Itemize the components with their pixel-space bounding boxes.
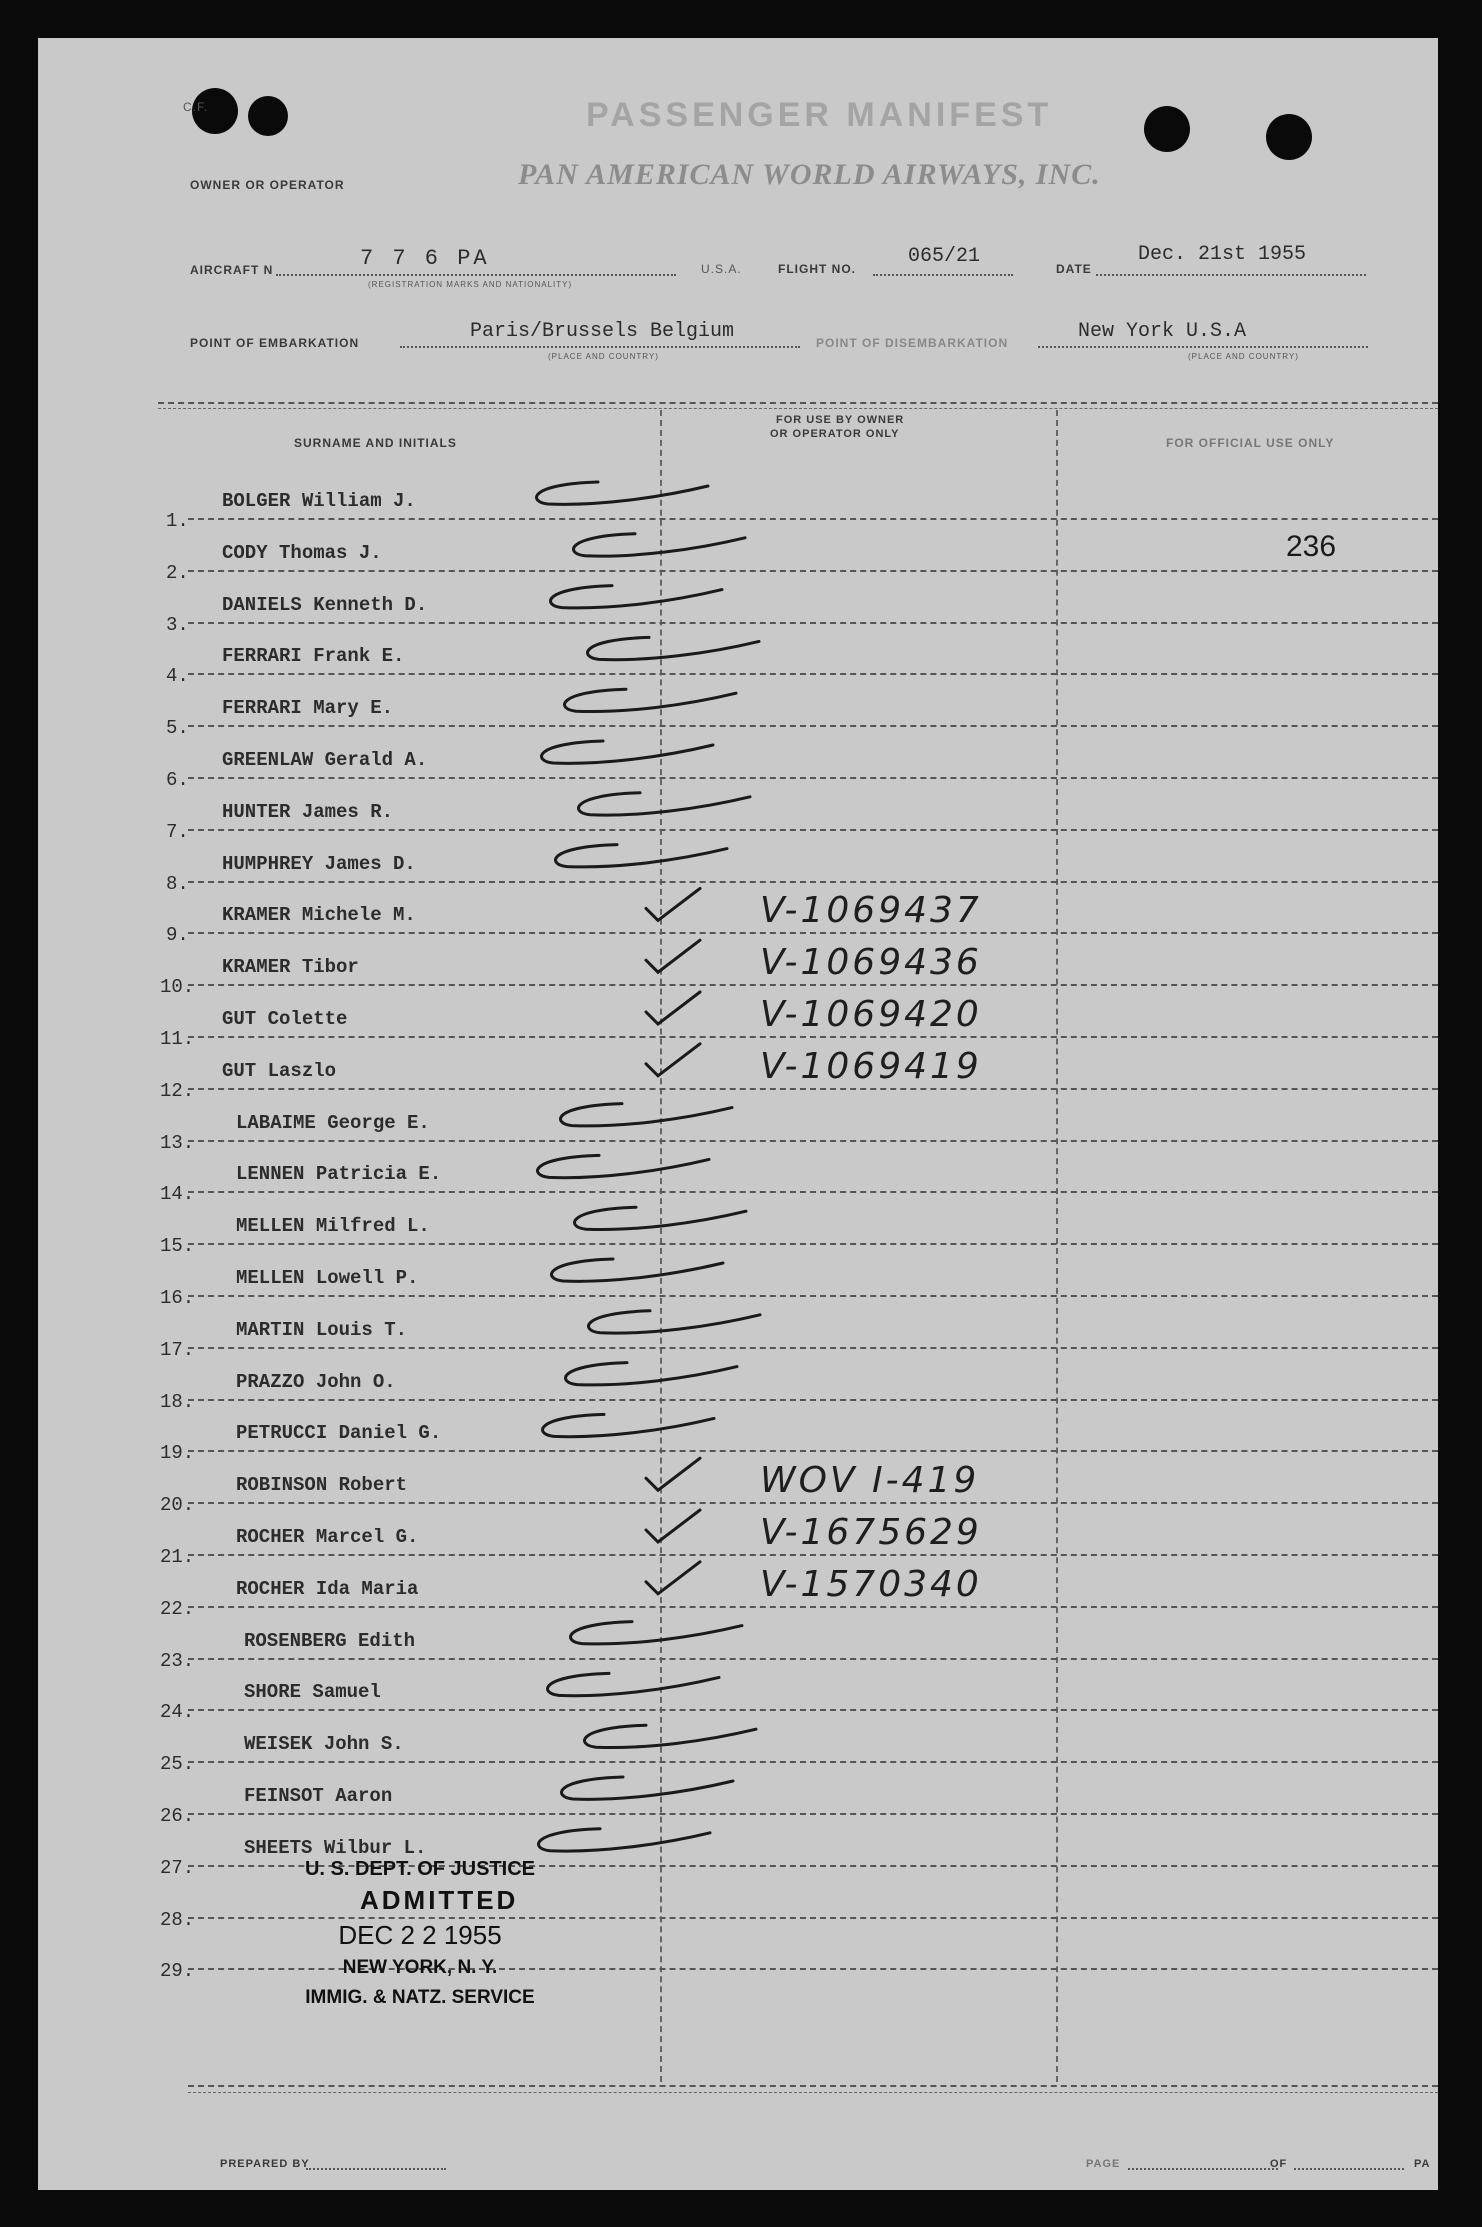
row-number: 16. bbox=[160, 1287, 195, 1309]
check-mark bbox=[538, 1829, 710, 1851]
check-mark bbox=[570, 1622, 742, 1644]
column-header-surname: SURNAME AND INITIALS bbox=[294, 436, 457, 450]
passenger-name: ROCHER Marcel G. bbox=[236, 1526, 419, 1548]
passenger-name: LABAIME George E. bbox=[236, 1112, 430, 1134]
check-mark bbox=[541, 741, 713, 763]
passenger-name: HUNTER James R. bbox=[222, 801, 394, 823]
visa-note: V-1069436 bbox=[760, 942, 982, 983]
row-number: 5. bbox=[166, 717, 189, 739]
disembark-value: New York U.S.A bbox=[1078, 320, 1247, 343]
passenger-name: CODY Thomas J. bbox=[222, 542, 382, 564]
passenger-name: BOLGER William J. bbox=[222, 490, 416, 512]
aircraft-value: 7 7 6 PA bbox=[360, 246, 490, 271]
row-number: 26. bbox=[160, 1805, 195, 1827]
passenger-name: PETRUCCI Daniel G. bbox=[236, 1422, 442, 1444]
stamp-line-4: NEW YORK, N. Y. bbox=[342, 1957, 498, 1978]
check-mark bbox=[584, 1725, 756, 1747]
row-number: 27. bbox=[160, 1857, 195, 1879]
check-mark bbox=[646, 1044, 700, 1076]
disembark-sub: (PLACE AND COUNTRY) bbox=[1188, 352, 1299, 361]
passenger-name: MELLEN Lowell P. bbox=[236, 1267, 419, 1289]
passenger-name: ROBINSON Robert bbox=[236, 1474, 408, 1496]
page-title: PASSENGER MANIFEST bbox=[586, 96, 1053, 134]
check-mark bbox=[551, 1259, 723, 1281]
check-mark bbox=[564, 689, 736, 711]
stamp-line-5: IMMIG. & NATZ. SERVICE bbox=[305, 1987, 535, 2008]
passenger-name: SHORE Samuel bbox=[244, 1681, 381, 1703]
row-number: 1. bbox=[166, 510, 189, 532]
column-header-owner-1: FOR USE BY OWNER bbox=[776, 414, 905, 426]
row-number: 15. bbox=[160, 1235, 195, 1257]
passenger-name: FERRARI Mary E. bbox=[222, 697, 394, 719]
passenger-name: SHEETS Wilbur L. bbox=[244, 1837, 427, 1859]
passenger-name: GUT Colette bbox=[222, 1008, 348, 1030]
immigration-stamp bbox=[270, 1858, 570, 2009]
check-mark bbox=[578, 793, 750, 815]
passenger-name: FEINSOT Aaron bbox=[244, 1785, 393, 1807]
visa-note: V-1069420 bbox=[760, 994, 982, 1035]
passenger-name: PRAZZO John O. bbox=[236, 1371, 396, 1393]
row-number: 19. bbox=[160, 1442, 195, 1464]
row-number: 13. bbox=[160, 1132, 195, 1154]
row-number: 22. bbox=[160, 1598, 195, 1620]
check-mark bbox=[646, 1510, 700, 1542]
official-number: 236 bbox=[1286, 530, 1337, 563]
passenger-name: GREENLAW Gerald A. bbox=[222, 749, 428, 771]
page-label: PAGE bbox=[1086, 2158, 1121, 2170]
page-line bbox=[1128, 2168, 1278, 2170]
passenger-name: LENNEN Patricia E. bbox=[236, 1163, 442, 1185]
check-marks bbox=[38, 38, 1438, 2190]
embark-label: POINT OF EMBARKATION bbox=[190, 336, 360, 350]
check-mark bbox=[587, 637, 759, 659]
column-header-owner-2: OR OPERATOR ONLY bbox=[770, 428, 900, 440]
passenger-name: ROSENBERG Edith bbox=[244, 1630, 416, 1652]
row-number: 25. bbox=[160, 1753, 195, 1775]
manifest-document bbox=[38, 38, 1438, 2190]
check-mark bbox=[537, 1155, 709, 1177]
visa-note: V-1069419 bbox=[760, 1046, 982, 1087]
row-number: 9. bbox=[166, 924, 189, 946]
check-mark bbox=[542, 1414, 714, 1436]
row-number: 11. bbox=[160, 1028, 195, 1050]
check-mark bbox=[646, 992, 700, 1024]
prepared-by-label: PREPARED BY bbox=[220, 2158, 310, 2170]
aircraft-sub: (REGISTRATION MARKS AND NATIONALITY) bbox=[368, 280, 573, 289]
check-mark bbox=[646, 1562, 700, 1594]
row-number: 2. bbox=[166, 562, 189, 584]
check-mark bbox=[560, 1104, 732, 1126]
of-line bbox=[1294, 2168, 1404, 2170]
passenger-name: WEISEK John S. bbox=[244, 1733, 404, 1755]
passenger-name: ROCHER Ida Maria bbox=[236, 1578, 419, 1600]
row-number: 21. bbox=[160, 1546, 195, 1568]
of-label: OF bbox=[1270, 2158, 1288, 2170]
prepared-by-line bbox=[306, 2168, 446, 2170]
row-number: 29. bbox=[160, 1960, 195, 1982]
row-number: 4. bbox=[166, 665, 189, 687]
row-number: 18. bbox=[160, 1391, 195, 1413]
check-mark bbox=[555, 845, 727, 867]
usa-label: U.S.A. bbox=[701, 262, 742, 276]
row-number: 8. bbox=[166, 873, 189, 895]
row-number: 28. bbox=[160, 1909, 195, 1931]
pages-label: PA bbox=[1414, 2158, 1431, 2170]
column-header-official: FOR OFFICIAL USE ONLY bbox=[1166, 436, 1335, 450]
visa-note: V-1675629 bbox=[760, 1512, 982, 1553]
passenger-name: DANIELS Kenneth D. bbox=[222, 594, 428, 616]
row-number: 6. bbox=[166, 769, 189, 791]
disembark-label: POINT OF DISEMBARKATION bbox=[816, 336, 1009, 350]
date-value: Dec. 21st 1955 bbox=[1138, 243, 1307, 266]
embark-sub: (PLACE AND COUNTRY) bbox=[548, 352, 659, 361]
form-corner-text: C.F. bbox=[183, 100, 209, 114]
check-mark bbox=[573, 534, 745, 556]
check-mark bbox=[550, 586, 722, 608]
airline-name: PAN AMERICAN WORLD AIRWAYS, INC. bbox=[518, 158, 1101, 191]
check-mark bbox=[588, 1311, 760, 1333]
row-number: 17. bbox=[160, 1339, 195, 1361]
visa-note: V-1069437 bbox=[760, 890, 982, 931]
passenger-name: GUT Laszlo bbox=[222, 1060, 337, 1082]
check-mark bbox=[646, 1458, 700, 1490]
stamp-line-1: U. S. DEPT. OF JUSTICE bbox=[304, 1858, 536, 1880]
embark-value: Paris/Brussels Belgium bbox=[470, 320, 735, 343]
stamp-line-2: ADMITTED bbox=[360, 1885, 519, 1915]
check-mark bbox=[561, 1777, 733, 1799]
passenger-name: KRAMER Tibor bbox=[222, 956, 359, 978]
table-bottom-rule bbox=[188, 2085, 1438, 2087]
check-mark bbox=[574, 1207, 746, 1229]
passenger-name: KRAMER Michele M. bbox=[222, 904, 416, 926]
passenger-name: MARTIN Louis T. bbox=[236, 1319, 408, 1341]
check-mark bbox=[646, 888, 700, 920]
flight-value: 065/21 bbox=[908, 245, 981, 268]
row-number: 12. bbox=[160, 1080, 195, 1102]
row-number: 7. bbox=[166, 821, 189, 843]
row-number: 10. bbox=[160, 976, 195, 998]
check-mark bbox=[565, 1363, 737, 1385]
row-number: 3. bbox=[166, 614, 189, 636]
passenger-name: HUMPHREY James D. bbox=[222, 853, 416, 875]
check-mark bbox=[547, 1673, 719, 1695]
row-number: 14. bbox=[160, 1183, 195, 1205]
owner-label: OWNER OR OPERATOR bbox=[190, 178, 345, 192]
table-bottom-rule-2 bbox=[188, 2092, 1438, 2093]
aircraft-label: AIRCRAFT N bbox=[190, 263, 274, 277]
passenger-name: FERRARI Frank E. bbox=[222, 645, 405, 667]
stamp-line-3: DEC 2 2 1955 bbox=[338, 1920, 502, 1950]
check-mark bbox=[646, 940, 700, 972]
check-mark bbox=[536, 482, 708, 504]
row-number: 23. bbox=[160, 1650, 195, 1672]
visa-note: V-1570340 bbox=[760, 1564, 982, 1605]
date-label: DATE bbox=[1056, 262, 1092, 276]
row-number: 20. bbox=[160, 1494, 195, 1516]
row-number: 24. bbox=[160, 1701, 195, 1723]
passenger-name: MELLEN Milfred L. bbox=[236, 1215, 430, 1237]
flight-label: FLIGHT NO. bbox=[778, 262, 856, 276]
visa-note: WOV I-419 bbox=[760, 1460, 980, 1501]
